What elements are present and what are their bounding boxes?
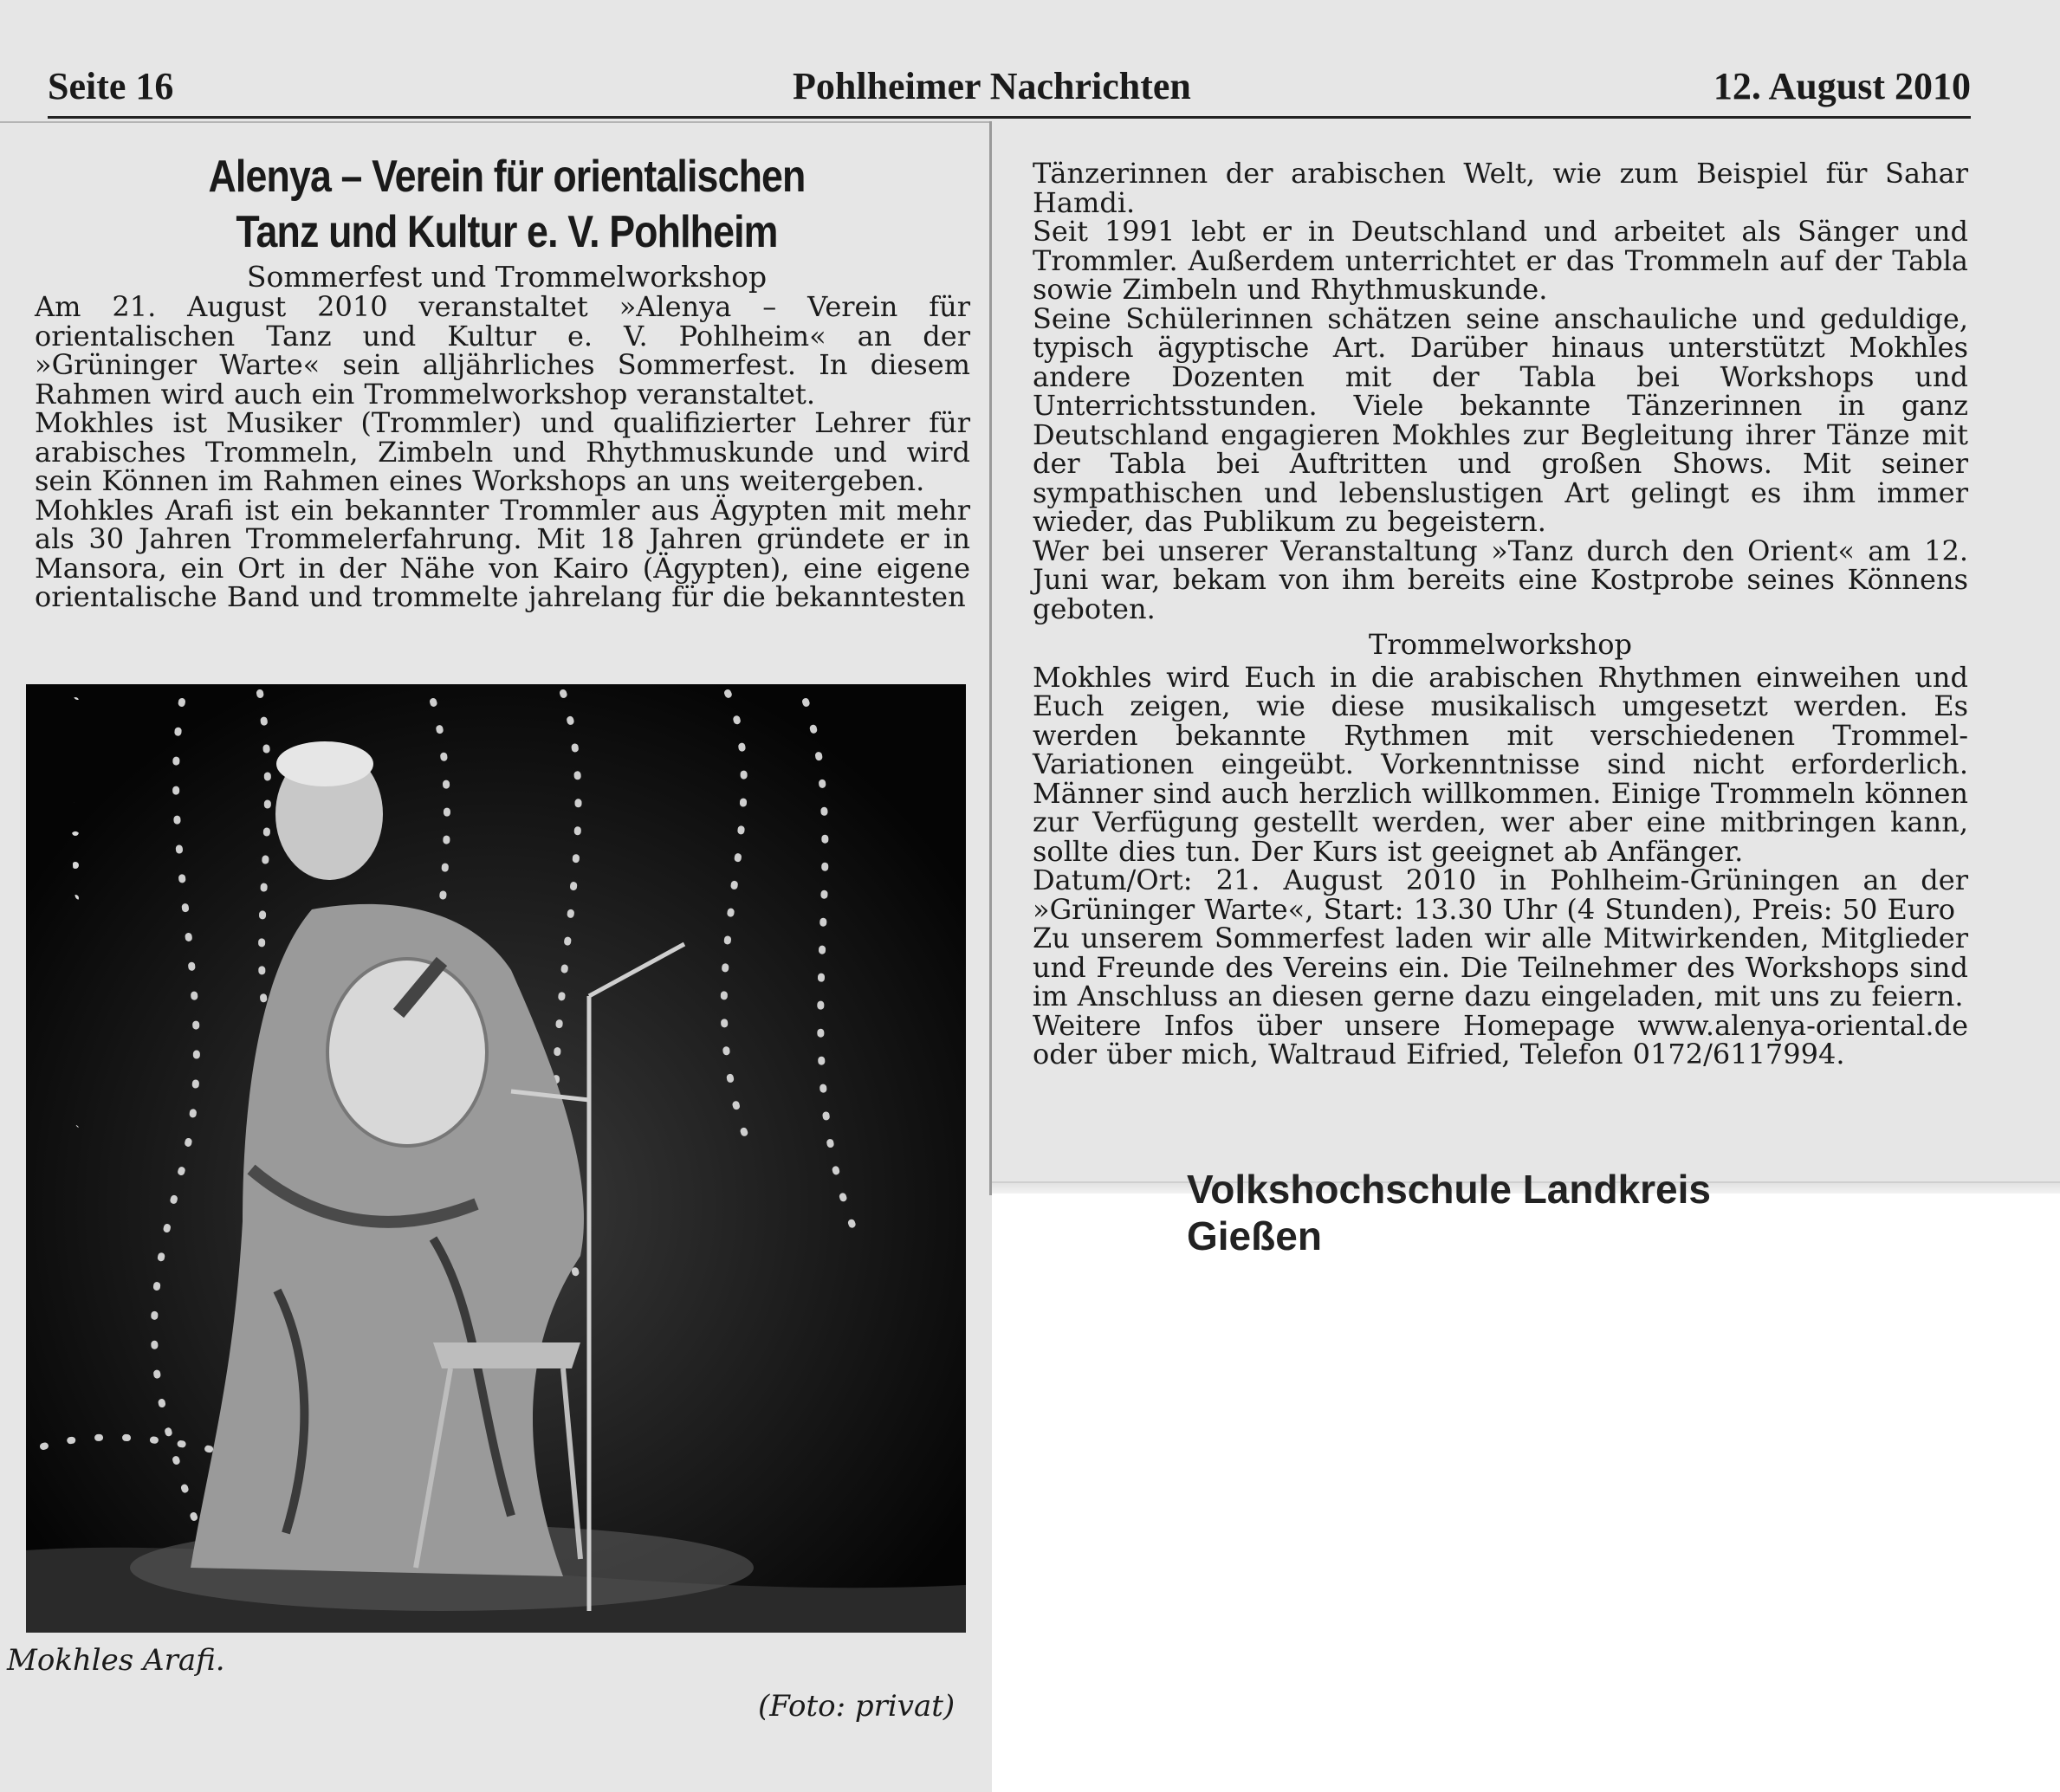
stool-seat (433, 1342, 580, 1368)
drummer-photo-illustration (26, 684, 966, 1633)
blank-scan-area (992, 1194, 2060, 1792)
article-column-right (1033, 159, 1968, 1164)
paragraph: Datum/Ort: 21. August 2010 in Pohlheim-Grüningen an der »Grüninger Warte«, Start: 13.30 Uhr (4 Stunden), Preis: 50 Euro (1033, 864, 1968, 926)
paragraph: Wer bei unserer Veranstaltung »Tanz durch den Orient« am 12. Juni war, bekam von ihm bereits eine Kostprobe seines Könnens geboten. (1033, 534, 1968, 625)
clipping-edge-top (0, 121, 989, 123)
workshop-section-title: Trommelworkshop (1369, 628, 1632, 661)
paragraph: Mohkles Arafi ist ein bekannter Trommler aus Ägypten mit mehr als 30 Jahren Trommelerfahrung. Mit 18 Jahren gründete er in Mansora, ein Ort in der Nähe von Kairo (Ägypten), eine eigene orientalische Band und trommelte jahrelang für die bekanntesten (35, 493, 970, 613)
paragraph: Mokhles ist Musiker (Trommler) und qualifizierter Lehrer für arabisches Trommeln, Zimbeln und Rhythmuskunde und wird sein Können im Rahmen eines Workshops an uns weitergeben. (35, 406, 970, 497)
photo-credit: (Foto: privat) (758, 1689, 956, 1724)
paragraph: Weitere Infos über unsere Homepage www.alenya-oriental.de oder über mich, Waltraud Eifried, Telefon 0172/6117994. (1033, 1008, 1968, 1071)
page-number: Seite 16 (48, 65, 174, 107)
masthead (48, 62, 1971, 119)
article-photo (26, 684, 966, 1633)
clipping-edge-vertical (989, 121, 992, 1195)
cap (276, 741, 373, 786)
tabla-drum (327, 959, 487, 1146)
article-column-left (35, 290, 970, 665)
newspaper-name: Pohlheimer Nachrichten (793, 65, 1191, 107)
article-headline (100, 149, 912, 260)
cut-off-next-headline: Volkshochschule Landkreis Gießen (1187, 1167, 1712, 1258)
issue-date: 12. August 2010 (1713, 65, 1971, 107)
paragraph: Mokhles wird Euch in die arabischen Rhythmen einweihen und Euch zeigen, wie diese musikalisch umgesetzt werden. Es werden bekannte Rythmen mit verschiedenen Trommel-Variationen eingeübt. Vorkenntnisse sind nicht erforderlich. Männer sind auch herzlich willkommen. Einige Trommeln können zur Verfügung gestellt werden, wer aber eine mitbringen kann, sollte dies tun. Der Kurs ist geeignet ab Anfänger. (1033, 660, 1968, 868)
paragraph: Seine Schülerinnen schätzen seine anschauliche und geduldige, typisch ägyptische Art. Darüber hinaus unterstützt Mokhles andere Dozenten mit der Tabla bei Workshops und Unterrichtsstunden. Viele bekannte Tänzerinnen in ganz Deutschland engagieren Mokhles zur Begleitung ihrer Tänze mit der Tabla bei Auftritten und großen Shows. Mit seiner sympathischen und lebenslustigen Art gelingt es ihm immer wieder, das Publikum zu begeistern. (1033, 301, 1968, 538)
photo-caption: Mokhles Arafi. (7, 1643, 225, 1678)
paragraph: Am 21. August 2010 veranstaltet »Alenya – Verein für orientalischen Tanz und Kultur e. V. Pohlheim« an der »Grüninger Warte« sein alljährliches Sommerfest. In diesem Rahmen wird auch ein Trommelworkshop veranstaltet. (35, 290, 970, 411)
paragraph: Tänzerinnen der arabischen Welt, wie zum Beispiel für Sahar Hamdi. (1033, 157, 1968, 219)
paragraph: Zu unserem Sommerfest laden wir alle Mitwirkenden, Mitglieder und Freunde des Vereins ein. Die Teilnehmer des Workshops sind im Anschluss an diesen gerne dazu eingeladen, mit uns zu feiern. (1033, 922, 1968, 1012)
article-subheading: Sommerfest und Trommelworkshop (246, 260, 768, 294)
headline-line-2: Tanz und Kultur e. V. Pohlheim (236, 207, 778, 257)
headline-line-1: Alenya – Verein für orientalischen (208, 152, 806, 202)
paragraph: Seit 1991 lebt er in Deutschland und arbeitet als Sänger und Trommler. Außerdem unterrichtet er das Trommeln auf der Tabla sowie Zimbeln und Rhythmuskunde. (1033, 215, 1968, 306)
